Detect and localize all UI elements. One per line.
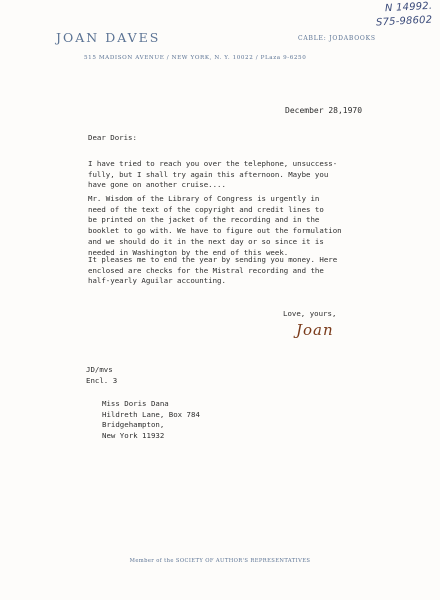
salutation: Dear Doris: — [88, 133, 137, 142]
catalog-number-annotation: S75-98602 — [375, 14, 433, 29]
footer-membership: Member of the SOCIETY OF AUTHOR'S REPRESENTATIVES — [129, 558, 311, 564]
recipient-address: Miss Doris Dana Hildreth Lane, Box 784 Bridgehampton, New York 11932 — [102, 399, 200, 440]
letterhead-name: JOAN DAVES — [56, 30, 161, 45]
letterhead-cable: CABLE: JODABOOKS — [298, 35, 376, 42]
paragraph-1: I have tried to reach you over the telephone, unsuccess- fully, but I shall try again this afternoon. Maybe you have gone on another cruise.... — [88, 159, 338, 190]
archive-number-annotation: N 14992. — [384, 0, 433, 15]
letterhead-address: 515 MADISON AVENUE / NEW YORK, N. Y. 10022 / PLaza 9-6250 — [84, 55, 307, 61]
typist-initials: JD/mvs Encl. 3 — [86, 365, 118, 385]
letter-date: December 28,1970 — [285, 106, 363, 115]
handwritten-signature: Joan — [296, 321, 334, 339]
paragraph-3: It pleases me to end the year by sending you money. Here enclosed are checks for the Mistral recording and the half-yearly Aguilar accounting. — [88, 255, 338, 286]
closing: Love, yours, — [283, 309, 337, 318]
paragraph-2: Mr. Wisdom of the Library of Congress is urgently in need of the text of the copyright and credit lines to be printed on the jacket of the recording and in the booklet to go with. We have to figure out the formulation and we should do it in the next day or so since it is needed in Washington by the end of this week. — [88, 194, 342, 257]
